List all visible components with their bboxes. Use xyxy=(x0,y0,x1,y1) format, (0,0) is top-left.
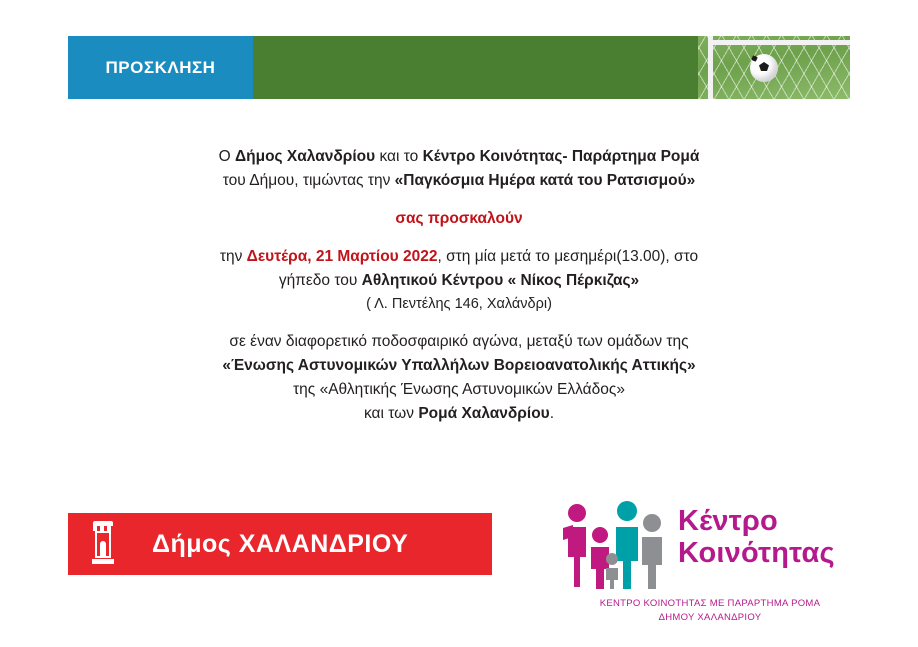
spacer-2 xyxy=(0,231,918,245)
venue-name: Αθλητικού Κέντρου « Νίκος Πέρκιζας» xyxy=(361,272,640,290)
line2-bold-day: «Παγκόσμια Ημέρα κατά του Ρατσισμού» xyxy=(394,172,696,190)
line9-text-a: και των xyxy=(363,404,419,422)
team-one-affiliation: της «Αθλητικής Ένωσης Αστυνομικών Ελλάδος» xyxy=(293,380,625,398)
center-logo-title-line1: Κέντρο xyxy=(678,505,778,537)
line4-text-a: γήπεδο του xyxy=(278,272,362,290)
line1-bold-municipality: Δήμος Χαλανδρίου xyxy=(234,148,376,165)
tower-door xyxy=(100,541,106,558)
tower-shape xyxy=(92,521,114,565)
invitation-line-9 xyxy=(0,402,918,426)
soccer-ball-icon xyxy=(750,54,778,82)
banner-green-field xyxy=(253,36,850,99)
invitation-line-3 xyxy=(0,245,918,269)
invitation-line-4 xyxy=(0,269,918,293)
spacer-1 xyxy=(0,193,918,207)
center-logo-subtitle-line2: ΔΗΜΟΥ ΧΑΛΑΝΔΡΙΟΥ xyxy=(658,611,762,623)
invitation-line-6: σε έναν διαφορετικό ποδοσφαιρικό αγώνα, μεταξύ των ομάδων της xyxy=(229,332,689,350)
center-logo-title-line2: Κοινότητας xyxy=(678,537,835,570)
team-one: «Ένωσης Αστυνομικών Υπαλλήλων Βορειοανατολικής Αττικής» xyxy=(222,356,696,374)
invitation-cta: σας προσκαλούν xyxy=(395,210,523,228)
tower-base xyxy=(92,559,114,564)
football-goal-photo xyxy=(698,36,850,99)
line9-text-b: . xyxy=(549,404,554,422)
center-logo xyxy=(560,497,860,625)
center-logo-subtitle xyxy=(560,597,860,625)
spacer-3 xyxy=(0,316,918,330)
family-figures-icon xyxy=(560,501,670,593)
invitation-body xyxy=(0,145,918,426)
header-banner xyxy=(68,36,850,99)
team-two: Ρομά Χαλανδρίου xyxy=(418,404,550,422)
invitation-tag-label: ΠΡΟΣΚΛΗΣΗ xyxy=(105,57,216,77)
goal-crossbar xyxy=(708,40,850,45)
line3-text-a: την xyxy=(219,248,247,266)
venue-address: ( Λ. Πεντέλης 146, Χαλάνδρι) xyxy=(366,296,552,313)
line1-bold-center: Κέντρο Κοινότητας- Παράρτημα Ρομά xyxy=(422,148,700,165)
center-logo-title xyxy=(678,505,835,570)
tower-emblem-icon xyxy=(68,513,138,575)
invitation-line-2 xyxy=(0,169,918,193)
line1-text-a: Ο xyxy=(218,148,235,165)
line3-text-b: , στη μία μετά το μεσημέρι(13.00), στο xyxy=(437,248,699,266)
line1-text-b: και το xyxy=(375,148,423,165)
event-date: Δευτέρα, 21 Μαρτίου 2022 xyxy=(246,248,438,266)
municipality-bar xyxy=(68,513,492,575)
center-logo-subtitle-line1: ΚΕΝΤΡΟ ΚΟΙΝΟΤΗΤΑΣ ΜΕ ΠΑΡΑΡΤΗΜΑ ΡΟΜΑ xyxy=(599,598,821,609)
goal-post xyxy=(708,36,713,99)
invitation-line-1 xyxy=(0,145,918,169)
invitation-tag xyxy=(68,36,253,99)
municipality-label: Δήμος ΧΑΛΑΝΔΡΙΟΥ xyxy=(152,529,409,558)
line2-text-a: του Δήμου, τιμώντας την xyxy=(222,172,395,190)
